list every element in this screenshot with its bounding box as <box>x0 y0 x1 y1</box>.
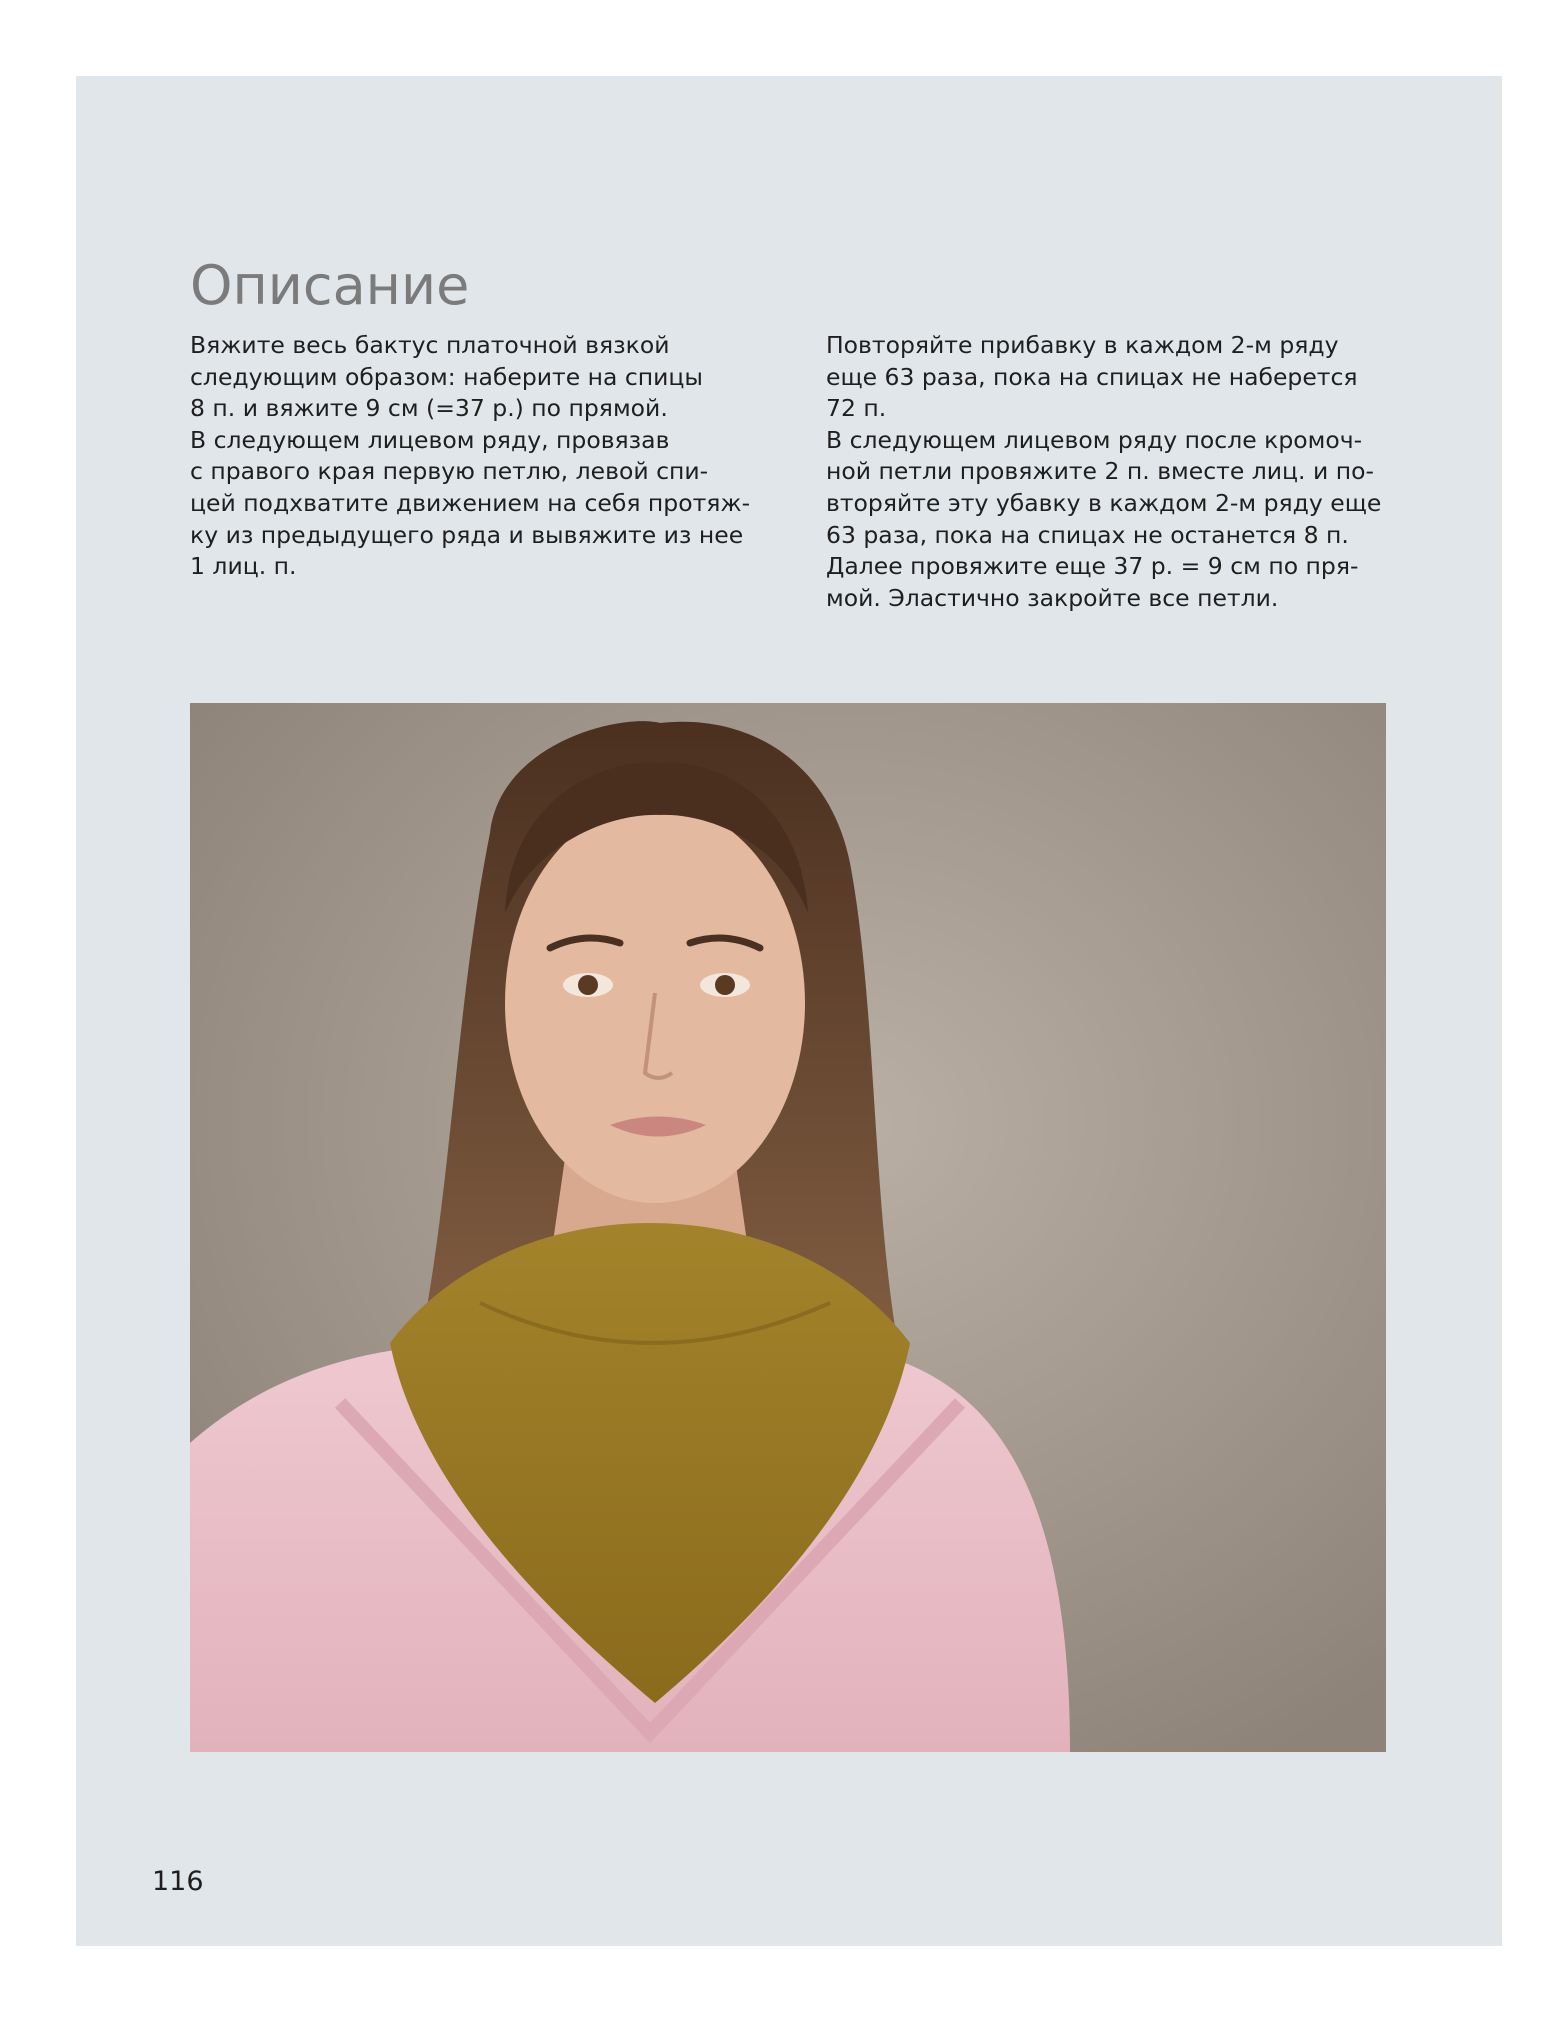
page-number: 116 <box>152 1866 204 1897</box>
instructions-left: Вяжите весь бактус платочной вязкой следующим образом: наберите на спицы 8 п. и вяжите 9 см (=37 р.) по прямой. В следующем лицевом ряду, провязав с правого края первую петлю, левой спи- цей подхватите движением на себя протяж- ку из предыдущего ряда и вывяжите из нее 1 лиц. п. <box>190 331 751 581</box>
instructions-right: Повторяйте прибавку в каждом 2-м ряду еще 63 раза, пока на спицах не наберется 72 п. В следующем лицевом ряду после кромоч- ной петли провяжите 2 п. вместе лиц. и по- вторяйте эту убавку в каждом 2-м ряду еще 63 раза, пока на спицах не останется 8 п. Далее провяжите еще 37 р. = 9 см по пря- мой. Эластично закройте все петли. <box>826 331 1382 612</box>
model-photo <box>190 703 1386 1752</box>
text-column-left <box>190 330 770 583</box>
left-iris <box>578 975 598 995</box>
right-iris <box>715 975 735 995</box>
page-title: Описание <box>190 254 470 317</box>
model-photo-illustration <box>190 703 1386 1752</box>
text-column-right <box>826 330 1426 614</box>
